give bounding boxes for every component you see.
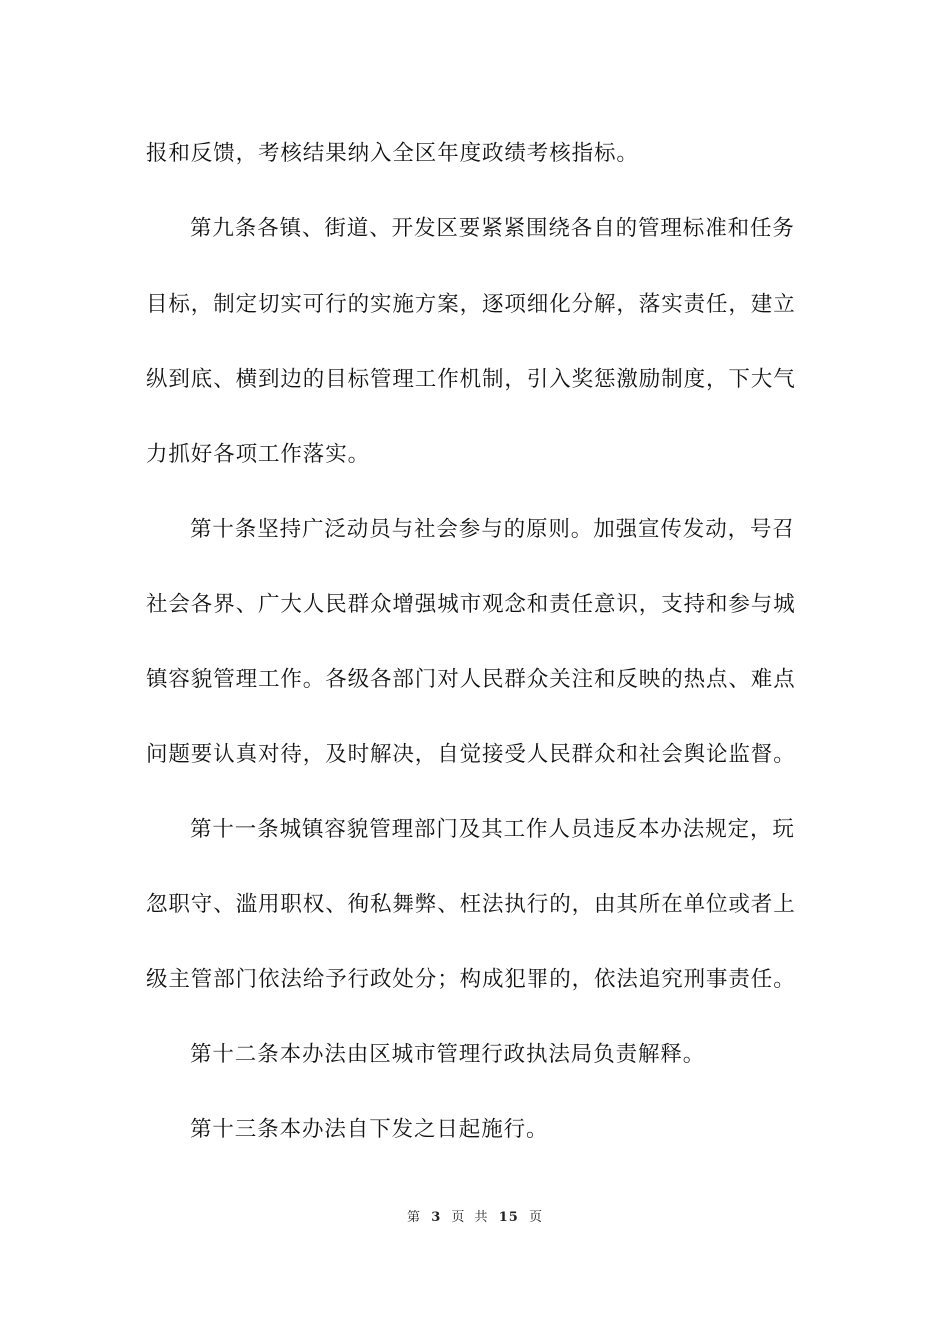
article-13-line: 第十三条本办法自下发之日起施行。 — [190, 1117, 549, 1142]
body-text-line: 目标，制定切实可行的实施方案，逐项细化分解，落实责任，建立 — [146, 292, 796, 317]
body-text-line: 级主管部门依法给予行政处分；构成犯罪的，依法追究刑事责任。 — [146, 967, 796, 992]
total-prefix: 共 — [474, 1210, 489, 1225]
article-10-line: 第十条坚持广泛动员与社会参与的原则。加强宣传发动，号召 — [190, 517, 795, 542]
total-suffix: 页 — [528, 1210, 543, 1225]
body-text-line: 镇容貌管理工作。各级各部门对人民群众关注和反映的热点、难点 — [146, 667, 796, 692]
body-text-line: 忽职守、滥用职权、徇私舞弊、枉法执行的，由其所在单位或者上 — [146, 892, 796, 917]
article-11-line: 第十一条城镇容貌管理部门及其工作人员违反本办法规定，玩 — [190, 817, 795, 842]
body-text-line: 报和反馈，考核结果纳入全区年度政绩考核指标。 — [146, 141, 639, 166]
page-word: 页 — [451, 1210, 466, 1225]
total-pages-number: 15 — [498, 1210, 519, 1225]
current-page-number: 3 — [431, 1210, 442, 1225]
body-text-line: 社会各界、广大人民群众增强城市观念和责任意识，支持和参与城 — [146, 592, 796, 617]
article-9-line: 第九条各镇、街道、开发区要紧紧围绕各自的管理标准和任务 — [190, 216, 795, 241]
body-text-line: 力抓好各项工作落实。 — [146, 442, 371, 467]
article-12-line: 第十二条本办法由区城市管理行政执法局负责解释。 — [190, 1042, 706, 1067]
page-number-footer — [0, 1206, 950, 1225]
body-text-line: 问题要认真对待，及时解决，自觉接受人民群众和社会舆论监督。 — [146, 742, 796, 767]
page-prefix: 第 — [407, 1210, 422, 1225]
body-text-line: 纵到底、横到边的目标管理工作机制，引入奖惩激励制度，下大气 — [146, 367, 796, 392]
